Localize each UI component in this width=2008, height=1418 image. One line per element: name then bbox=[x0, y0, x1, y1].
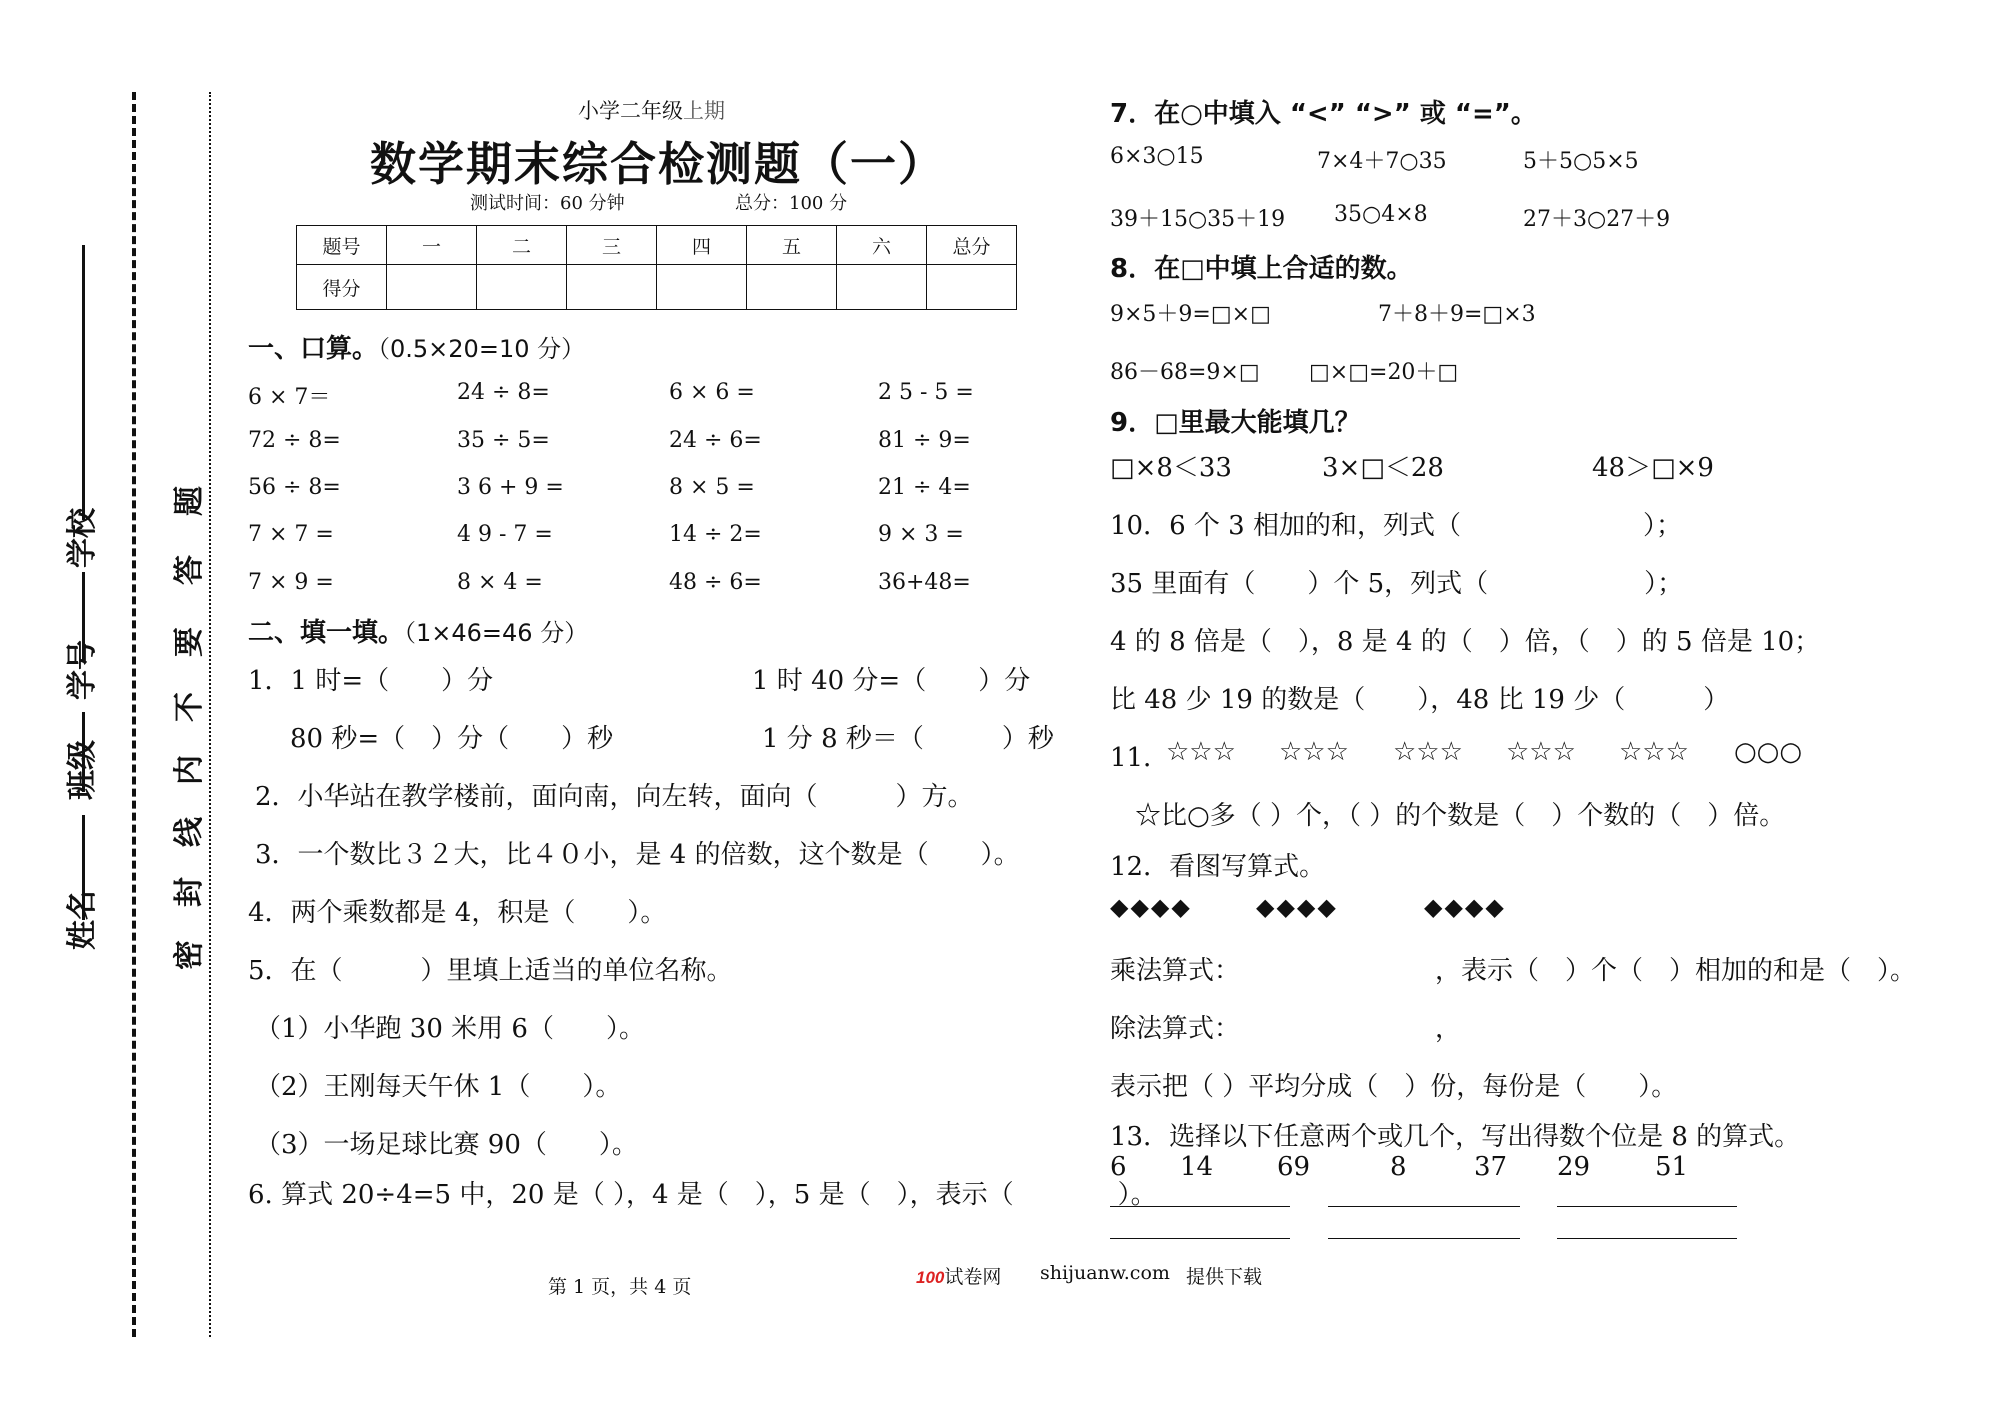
circle-group: ○○○ bbox=[1734, 737, 1803, 767]
section1-points: （0.5×20=10 分） bbox=[378, 335, 586, 363]
calc-item: 7 × 9 = bbox=[248, 570, 334, 595]
seal-char: 密 bbox=[172, 940, 207, 970]
diamond-group: ◆◆◆◆ bbox=[1110, 893, 1192, 921]
question-5-2: （2）王刚每天午休 1（ ）。 bbox=[255, 1072, 622, 1102]
seal-char: 线 bbox=[172, 817, 207, 847]
answer-line[interactable] bbox=[1328, 1238, 1520, 1239]
calc-item: 35 ÷ 5= bbox=[457, 428, 550, 453]
diamond-group: ◆◆◆◆ bbox=[1256, 893, 1338, 921]
score-header-cell: 三 bbox=[567, 226, 657, 265]
score-header-cell: 总分 bbox=[927, 226, 1017, 265]
calc-item: 24 ÷ 8= bbox=[457, 380, 550, 405]
score-cell[interactable] bbox=[567, 265, 657, 310]
calc-item: 81 ÷ 9= bbox=[878, 428, 971, 453]
score-cell[interactable] bbox=[477, 265, 567, 310]
fill-box-item: 86－68=9×□ bbox=[1110, 360, 1260, 385]
score-cell[interactable] bbox=[837, 265, 927, 310]
fill-box-item: 7＋8＋9=□×3 bbox=[1378, 302, 1536, 327]
question-1b: 1 时 40 分=（ ）分 bbox=[752, 666, 1031, 696]
star-group: ☆☆☆ bbox=[1279, 737, 1349, 767]
question-5: 5．在（ ）里填上适当的单位名称。 bbox=[248, 956, 733, 986]
score-header-cell: 五 bbox=[747, 226, 837, 265]
question-10c: 4 的 8 倍是（ ），8 是 4 的（ ）倍，（ ）的 5 倍是 10； bbox=[1110, 627, 1821, 657]
fill-box-item: 9×5＋9=□×□ bbox=[1110, 302, 1271, 327]
question-10b: 35 里面有（ ）个 5，列式（ ）； bbox=[1110, 569, 1684, 599]
site-brand bbox=[916, 1262, 1001, 1289]
page-number: 第 1 页，共 4 页 bbox=[548, 1276, 692, 1298]
score-header-cell: 六 bbox=[837, 226, 927, 265]
question-1a: 1．1 时=（ ）分 bbox=[248, 666, 494, 696]
seal-char: 题 bbox=[172, 486, 207, 516]
max-fill-item: □×8＜33 bbox=[1110, 453, 1232, 483]
score-table-score-row bbox=[297, 265, 1017, 310]
star-group: ☆☆☆ bbox=[1619, 737, 1689, 767]
score-cell[interactable] bbox=[747, 265, 837, 310]
seal-char: 答 bbox=[172, 555, 207, 585]
compare-item: 7×4＋7○35 bbox=[1317, 149, 1447, 174]
fill-box-item: □×□=20＋□ bbox=[1309, 360, 1459, 385]
calc-item: 8 × 5 = bbox=[669, 475, 755, 500]
max-fill-item: 3×□＜28 bbox=[1322, 453, 1444, 483]
binding-label-name: 姓名 bbox=[65, 890, 100, 950]
score-header-cell: 二 bbox=[477, 226, 567, 265]
compare-item: 39＋15○35＋19 bbox=[1110, 207, 1286, 232]
question-12-multiplication: 乘法算式： ，表示（ ）个（ ）相加的和是（ ）。 bbox=[1110, 956, 1917, 986]
star-group: ☆☆☆ bbox=[1506, 737, 1576, 767]
seal-char: 要 bbox=[172, 627, 207, 657]
choice-number: 69 bbox=[1277, 1152, 1311, 1182]
download-note: 提供下载 bbox=[1186, 1266, 1263, 1288]
score-cell[interactable] bbox=[927, 265, 1017, 310]
question-12-division: 除法算式： ， bbox=[1110, 1014, 1462, 1044]
calc-item: 4 9 - 7 = bbox=[457, 522, 553, 547]
question-5-3: （3）一场足球比赛 90（ ）。 bbox=[255, 1130, 638, 1160]
diamond-group: ◆◆◆◆ bbox=[1424, 893, 1506, 921]
class-answer-line bbox=[82, 712, 85, 792]
question-12-meaning: 表示把（ ）平均分成（ ）份，每份是（ ）。 bbox=[1110, 1072, 1678, 1102]
number-answer-line bbox=[82, 572, 85, 660]
calc-item: 72 ÷ 8= bbox=[248, 428, 341, 453]
school-answer-line bbox=[82, 245, 85, 520]
seal-dotted-line bbox=[209, 92, 211, 1337]
score-table-header-row bbox=[297, 226, 1017, 265]
grade-label bbox=[578, 95, 725, 125]
section2-heading bbox=[248, 612, 588, 649]
star-group: ☆☆☆ bbox=[1393, 737, 1463, 767]
calc-item: 24 ÷ 6= bbox=[669, 428, 762, 453]
binding-label-school: 学校 bbox=[65, 508, 100, 568]
compare-item: 35○4×8 bbox=[1334, 202, 1428, 227]
question-3: 3．一个数比３２大，比４０小，是 4 的倍数，这个数是（ ）。 bbox=[255, 840, 1020, 870]
question-2: 2．小华站在教学楼前，面向南，向左转，面向（ ）方。 bbox=[255, 782, 974, 812]
question-8-title: 8．在□中填上合适的数。 bbox=[1110, 254, 1413, 284]
score-row-label: 得分 bbox=[297, 265, 387, 310]
seal-char: 不 bbox=[172, 692, 207, 722]
calc-item: 2 5 - 5 = bbox=[878, 380, 974, 405]
name-answer-line bbox=[82, 815, 85, 920]
compare-item: 27＋3○27＋9 bbox=[1523, 207, 1671, 232]
binding-dashed-line bbox=[132, 92, 136, 1337]
question-7-title: 7．在○中填入 “<” “>” 或 “=”。 bbox=[1110, 99, 1537, 129]
question-9-title: 9．□里最大能填几？ bbox=[1110, 408, 1361, 438]
question-10a: 10．6 个 3 相加的和，列式（ ）； bbox=[1110, 511, 1682, 541]
max-fill-item: 48＞□×9 bbox=[1592, 453, 1714, 483]
score-header-cell: 一 bbox=[387, 226, 477, 265]
score-table bbox=[296, 225, 1017, 310]
answer-line[interactable] bbox=[1110, 1238, 1290, 1239]
binding-label-class: 班级 bbox=[65, 740, 100, 800]
calc-item: 8 × 4 = bbox=[457, 570, 543, 595]
question-4: 4．两个乘数都是 4，积是（ ）。 bbox=[248, 898, 667, 928]
score-cell[interactable] bbox=[387, 265, 477, 310]
seal-char: 封 bbox=[172, 877, 207, 907]
calc-item: 9 × 3 = bbox=[878, 522, 964, 547]
grade-prefix: 小学二年级 bbox=[578, 99, 683, 123]
choice-number: 51 bbox=[1655, 1152, 1689, 1182]
site-logo-text: 试卷网 bbox=[944, 1266, 1002, 1288]
calc-item: 56 ÷ 8= bbox=[248, 475, 341, 500]
question-1c: 80 秒=（ ）分（ ）秒 bbox=[290, 724, 614, 754]
section1-title: 一、口算。 bbox=[248, 334, 379, 364]
answer-line[interactable] bbox=[1557, 1206, 1737, 1207]
choice-number: 29 bbox=[1557, 1152, 1591, 1182]
site-logo: 100 bbox=[916, 1268, 945, 1287]
score-header-cell: 题号 bbox=[297, 226, 387, 265]
answer-line[interactable] bbox=[1110, 1206, 1290, 1207]
score-header-cell: 四 bbox=[657, 226, 747, 265]
grade-term: 上期 bbox=[683, 99, 725, 123]
compare-item: 6×3○15 bbox=[1110, 144, 1204, 169]
question-1d: 1 分 8 秒＝（ ）秒 bbox=[762, 724, 1054, 754]
choice-number: 8 bbox=[1390, 1152, 1407, 1182]
calc-item: 6 × 6 = bbox=[669, 380, 755, 405]
calc-item: 48 ÷ 6= bbox=[669, 570, 762, 595]
compare-item: 5＋5○5×5 bbox=[1523, 149, 1639, 174]
page-title: 数学期末综合检测题（一） bbox=[370, 137, 946, 191]
question-11-label: 11． bbox=[1110, 743, 1170, 773]
choice-number: 6 bbox=[1110, 1152, 1127, 1182]
site-url[interactable]: shijuanw.com bbox=[1040, 1262, 1170, 1284]
total-score: 总分：100 分 bbox=[735, 193, 848, 214]
question-5-1: （1）小华跑 30 米用 6（ ）。 bbox=[255, 1014, 645, 1044]
calc-item: 36+48= bbox=[878, 570, 971, 595]
answer-line[interactable] bbox=[1328, 1206, 1520, 1207]
choice-number: 14 bbox=[1180, 1152, 1214, 1182]
question-12-title: 12．看图写算式。 bbox=[1110, 852, 1326, 882]
score-cell[interactable] bbox=[657, 265, 747, 310]
answer-line[interactable] bbox=[1557, 1238, 1737, 1239]
binding-label-number: 学号 bbox=[65, 640, 100, 700]
calc-item: 3 6 + 9 = bbox=[457, 475, 564, 500]
question-10d: 比 48 少 19 的数是（ ），48 比 19 少（ ） bbox=[1110, 685, 1730, 715]
question-13-title: 13．选择以下任意两个或几个，写出得数个位是 8 的算式。 bbox=[1110, 1122, 1801, 1152]
section2-title: 二、填一填。 bbox=[248, 618, 405, 648]
calc-item: 6 × 7＝ bbox=[248, 385, 331, 410]
calc-item: 7 × 7 = bbox=[248, 522, 334, 547]
star-group: ☆☆☆ bbox=[1166, 737, 1236, 767]
calc-item: 21 ÷ 4= bbox=[878, 475, 971, 500]
section1-heading bbox=[248, 328, 585, 365]
question-6: 6. 算式 20÷4=5 中，20 是（ ），4 是（ ），5 是（ ），表示（ ）。 bbox=[248, 1180, 1157, 1210]
seal-char: 内 bbox=[172, 755, 207, 785]
section2-points: （1×46=46 分） bbox=[404, 619, 589, 647]
calc-item: 14 ÷ 2= bbox=[669, 522, 762, 547]
choice-number: 37 bbox=[1474, 1152, 1508, 1182]
test-time: 测试时间：60 分钟 bbox=[470, 193, 625, 214]
question-11-text: ☆比○多（ ）个，（ ）的个数是（ ）个数的（ ）倍。 bbox=[1135, 801, 1786, 831]
